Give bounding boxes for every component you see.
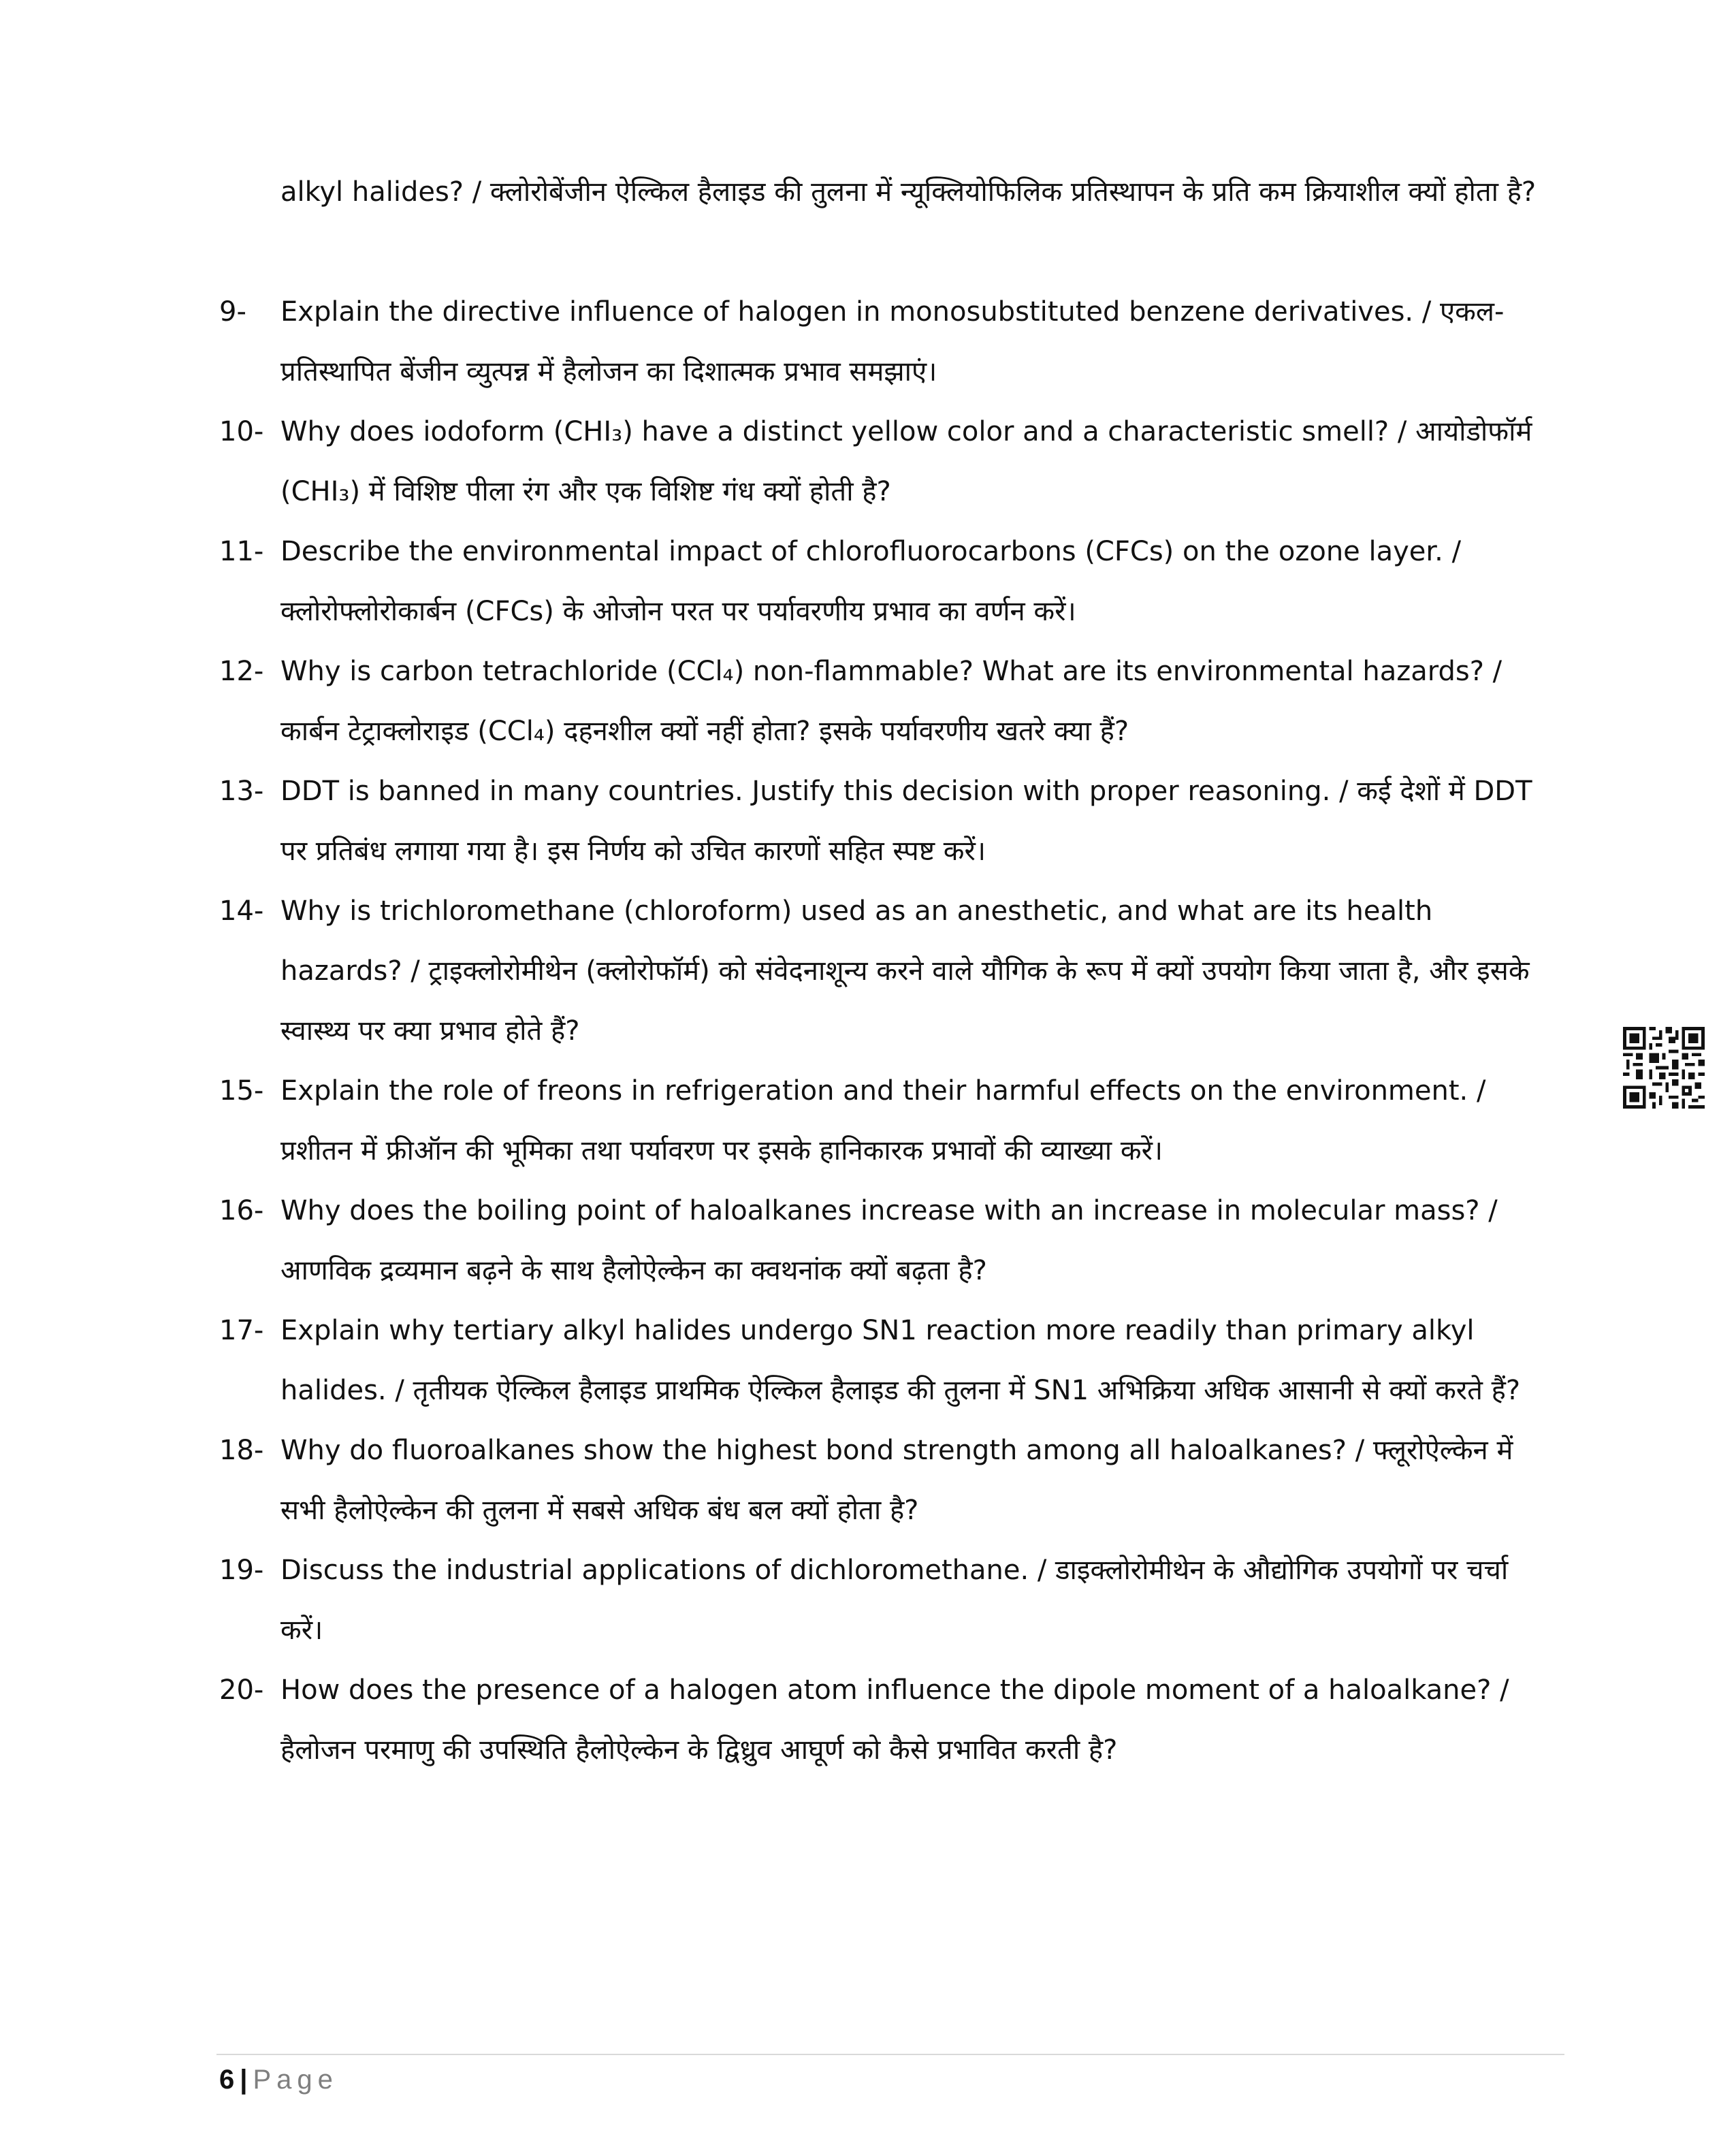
qr-code-icon[interactable]	[1623, 1027, 1705, 1109]
question-item	[219, 1660, 1547, 1780]
question-item	[219, 1420, 1547, 1540]
page-footer	[219, 2059, 338, 2100]
question-text: DDT is banned in many countries. Justify this decision with proper reasoning. / कई देशों में DDT पर प्रतिबंध लगाया गया है। इस निर्णय को उचित कारणों सहित स्पष्ट करें।	[280, 776, 1532, 867]
question-item	[219, 761, 1547, 881]
question-number: 17-	[219, 1315, 264, 1346]
footer-separator: |	[240, 2065, 248, 2095]
question-text: Why is carbon tetrachloride (CCl₄) non-flammable? What are its environmental hazards? / कार्बन टेट्राक्लोराइड (CCl₄) दहनशील क्यों नहीं होता? इसके पर्यावरणीय खतरे क्या हैं?	[280, 656, 1502, 747]
question-item	[219, 522, 1547, 641]
question-number: 15-	[219, 1075, 264, 1107]
question-item	[219, 1301, 1547, 1420]
question-text: Why do fluoroalkanes show the highest bond strength among all haloalkanes? / फ्लूरोऐल्केन में सभी हैलोऐल्केन की तुलना में सबसे अधिक बंध बल क्यों होता है?	[280, 1435, 1513, 1526]
question-number: 13-	[219, 776, 264, 807]
question-item	[219, 881, 1547, 1061]
question-item	[219, 402, 1547, 522]
question-item	[219, 1061, 1547, 1181]
question-number: 19-	[219, 1555, 264, 1586]
question-list	[219, 282, 1547, 1780]
question-text: How does the presence of a halogen atom influence the dipole moment of a haloalkane? / हैलोजन परमाणु की उपस्थिति हैलोऐल्केन के द्विध्रुव आघूर्ण को कैसे प्रभावित करती है?	[280, 1674, 1509, 1766]
question-item	[219, 1181, 1547, 1301]
question-text: Explain why tertiary alkyl halides undergo SN1 reaction more readily than primary alkyl halides. / तृतीयक ऐल्किल हैलाइड प्राथमिक ऐल्किल हैलाइड की तुलना में SN1 अभिक्रिया अधिक आसानी से क्यों करते हैं?	[280, 1315, 1521, 1406]
question-number: 11-	[219, 536, 264, 567]
question-continuation: alkyl halides? / क्लोरोबेंजीन ऐल्किल हैलाइड की तुलना में न्यूक्लियोफिलिक प्रतिस्थापन के प्रति कम क्रियाशील क्यों होता है?	[280, 176, 1537, 208]
question-text: Why does the boiling point of haloalkanes increase with an increase in molecular mass? / आणविक द्रव्यमान बढ़ने के साथ हैलोऐल्केन का क्वथनांक क्यों बढ़ता है?	[280, 1195, 1498, 1286]
question-number: 12-	[219, 656, 264, 687]
page-label: Page	[253, 2065, 338, 2095]
question-text: Why does iodoform (CHI₃) have a distinct yellow color and a characteristic smell? / आयोडोफॉर्म (CHI₃) में विशिष्ट पीला रंग और एक विशिष्ट गंध क्यों होती है?	[280, 416, 1532, 507]
question-item	[219, 641, 1547, 761]
question-item	[219, 1540, 1547, 1660]
question-number: 10-	[219, 416, 264, 447]
question-number: 16-	[219, 1195, 264, 1226]
footer-divider	[216, 2054, 1564, 2055]
question-number: 14-	[219, 895, 264, 927]
question-number: 20-	[219, 1674, 264, 1706]
question-text: Describe the environmental impact of chlorofluorocarbons (CFCs) on the ozone layer. / क्लोरोफ्लोरोकार्बन (CFCs) के ओजोन परत पर पर्यावरणीय प्रभाव का वर्णन करें।	[280, 536, 1462, 627]
question-text: Explain the role of freons in refrigeration and their harmful effects on the environment. / प्रशीतन में फ्रीऑन की भूमिका तथा पर्यावरण पर इसके हानिकारक प्रभावों की व्याख्या करें।	[280, 1075, 1486, 1166]
question-text: Why is trichloromethane (chloroform) used as an anesthetic, and what are its health hazards? / ट्राइक्लोरोमीथेन (क्लोरोफॉर्म) को संवेदनाशून्य करने वाले यौगिक के रूप में क्यों उपयोग किया जाता है, और इसके स्वास्थ्य पर क्या प्रभाव होते हैं?	[280, 895, 1530, 1047]
question-text: Discuss the industrial applications of dichloromethane. / डाइक्लोरोमीथेन के औद्योगिक उपयोगों पर चर्चा करें।	[280, 1555, 1509, 1646]
question-number: 18-	[219, 1435, 264, 1466]
page-number: 6	[219, 2065, 235, 2095]
question-number: 9-	[219, 296, 246, 328]
question-item	[219, 282, 1547, 402]
question-text: Explain the directive influence of halogen in monosubstituted benzene derivatives. / एकल-प्रतिस्थापित बेंजीन व्युत्पन्न में हैलोजन का दिशात्मक प्रभाव समझाएं।	[280, 296, 1505, 387]
